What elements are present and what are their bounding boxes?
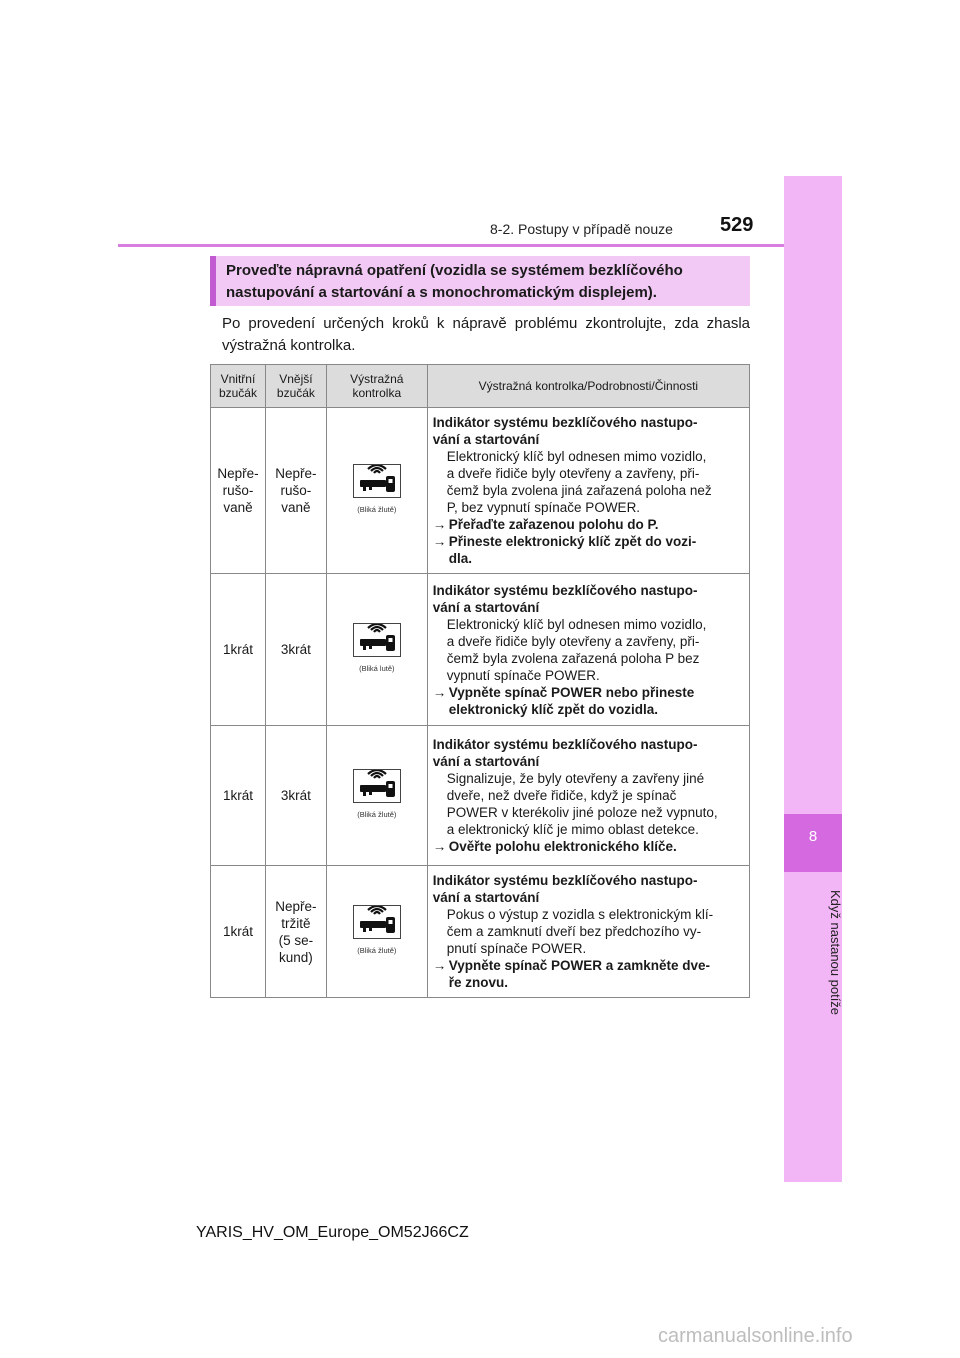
keyless-indicator-icon [353,769,401,803]
lamp-icon-wrap [329,623,425,677]
outer-buzzer-cell [265,866,326,998]
lamp-caption: (Bliká lutě) [359,663,395,673]
detail-text: POWER v kterékoliv jiné poloze než vypnuto, [446,805,718,820]
table-header-row [211,365,750,408]
detail-text: čem a zamknutí dveří bez předchozího vy- [446,924,702,939]
arrow-icon: → [432,517,447,532]
inner-buzzer-text: vaně [223,500,253,515]
watermark: carmanualsonline.info [658,1325,853,1347]
indicator-title: Indikátor systému bezklíčového nastupo- [432,737,698,752]
inner-buzzer-text: rušo- [222,483,254,498]
callout-line-2: nastupování a startování a s monochromatickým displejem). [226,284,657,301]
outer-buzzer-text: rušo- [280,483,312,498]
inner-buzzer-text: 1krát [222,924,253,939]
header-lamp-line: kontrolka [352,386,402,400]
detail-text: dveře, než dveře řidiče, když je spínač [446,788,677,803]
action-text: dla. [448,551,472,566]
action-text: Vypněte spínač POWER nebo přineste [448,684,695,700]
outer-buzzer-text: Nepře- [275,898,317,914]
page-number: 529 [720,214,754,236]
arrow-icon: → [432,958,447,973]
lamp-caption: (Bliká žlutě) [357,945,397,955]
action-line [433,838,745,855]
details-cell [427,408,749,574]
arrow-icon [433,550,449,567]
warning-lamp-cell [326,866,427,998]
detail-text: P, bez vypnutí spínače POWER. [446,500,641,515]
keyless-indicator-icon [353,623,401,657]
chapter-number: 8 [808,828,818,845]
table-row [211,726,750,866]
detail-text: vypnutí spínače POWER. [446,667,600,683]
callout-line-1: Proveďte nápravná opatření (vozidla se systémem bezklíčového [226,262,683,279]
action-text: ře znovu. [448,975,508,990]
intro-text: Po provedení určených kroků k nápravě problému zkontrolujte, zda zhasla výstražná kontrolka. [222,315,750,354]
inner-buzzer-cell [211,574,266,726]
lamp-icon-wrap [329,769,425,823]
table-row [211,574,750,726]
outer-buzzer-text: 3krát [280,642,311,657]
action-text: Vypněte spínač POWER a zamkněte dve- [448,958,711,973]
outer-buzzer-text: Nepře- [275,466,317,481]
inner-buzzer-cell [211,408,266,574]
lamp-caption: (Bliká žlutě) [357,504,397,514]
detail-text: a elektronický klíč je mimo oblast detekce. [446,822,699,837]
action-line [433,974,745,991]
details-cell [427,574,749,726]
inner-buzzer-cell [211,866,266,998]
document-code: YARIS_HV_OM_Europe_OM52J66CZ [196,1224,469,1241]
warning-lamp-cell [326,726,427,866]
header-lamp-line: Výstražná [350,372,404,386]
detail-text: a dveře řidiče byly otevřeny a zavřeny, při- [446,633,700,649]
detail-text: a dveře řidiče byly otevřeny a zavřeny, při- [446,466,700,481]
inner-buzzer-text: 1krát [222,642,253,657]
header-rule [118,244,784,247]
outer-buzzer-cell [265,408,326,574]
action-line [433,957,745,974]
callout-heading [210,256,750,306]
action-text: Ověřte polohu elektronického klíče. [448,839,677,854]
indicator-title: Indikátor systému bezklíčového nastupo- [432,582,698,598]
outer-buzzer-text: (5 se- [278,932,314,948]
outer-buzzer-text: 3krát [280,788,311,803]
arrow-icon [433,701,449,718]
arrow-icon: → [432,839,447,854]
indicator-title: Indikátor systému bezklíčového nastupo- [432,415,698,430]
lamp-caption: (Bliká žlutě) [357,809,397,819]
keyless-indicator-icon [353,905,401,939]
indicator-title: vání a startování [432,432,540,447]
section-title: 8-2. Postupy v případě nouze [490,221,673,237]
warning-table [210,364,750,998]
table-row [211,408,750,574]
inner-buzzer-text: Nepře- [217,466,259,481]
detail-text: Pokus o výstup z vozidla s elektronickým klí- [446,907,714,922]
detail-text: Signalizuje, že byly otevřeny a zavřeny jiné [446,771,705,786]
table-row [211,866,750,998]
detail-text: Elektronický klíč byl odnesen mimo vozidlo, [446,449,707,464]
action-text: Přeřaďte zařazenou polohu do P. [448,517,659,532]
indicator-title: vání a startování [432,754,540,769]
header-warning-lamp [326,365,427,408]
arrow-icon [433,974,449,991]
outer-buzzer-text: vaně [281,500,311,515]
inner-buzzer-cell [211,726,266,866]
warning-lamp-cell [326,574,427,726]
indicator-title: vání a startování [432,890,540,905]
header-outer-buzzer [265,365,326,408]
details-cell [427,866,749,998]
detail-text: Elektronický klíč byl odnesen mimo vozidlo, [446,616,707,632]
action-line [433,550,745,567]
outer-buzzer-text: kund) [279,949,313,965]
detail-text: čemž byla zvolena jiná zařazená poloha než [446,483,712,498]
indicator-title: vání a startování [432,599,540,615]
header-outer-line: Vnější [279,372,313,386]
outer-buzzer-cell [265,726,326,866]
action-line [433,684,745,701]
lamp-icon-wrap [329,905,425,959]
detail-text: pnutí spínače POWER. [446,941,587,956]
header-inner-buzzer [211,365,266,408]
lamp-icon-wrap [329,464,425,518]
outer-buzzer-cell [265,574,326,726]
outer-buzzer-text: tržitě [281,915,311,931]
action-text: elektronický klíč zpět do vozidla. [448,701,659,717]
arrow-icon: → [432,684,447,700]
arrow-icon: → [432,534,447,549]
inner-buzzer-text: 1krát [222,788,253,803]
header-inner-line: bzučák [218,386,257,400]
header-details: Výstražná kontrolka/Podrobnosti/Činnosti [427,365,749,408]
detail-text: čemž byla zvolena zařazená poloha P bez [446,650,700,666]
header-inner-line: Vnitřní [220,372,256,386]
action-text: Přineste elektronický klíč zpět do vozi- [448,534,697,549]
chapter-title: Když nastanou potíže [828,890,843,1016]
keyless-indicator-icon [353,464,401,498]
warning-lamp-cell [326,408,427,574]
header-outer-line: bzučák [276,386,315,400]
indicator-title: Indikátor systému bezklíčového nastupo- [432,873,698,888]
action-line [433,701,745,718]
action-line [433,516,745,533]
details-cell [427,726,749,866]
action-line [433,533,745,550]
